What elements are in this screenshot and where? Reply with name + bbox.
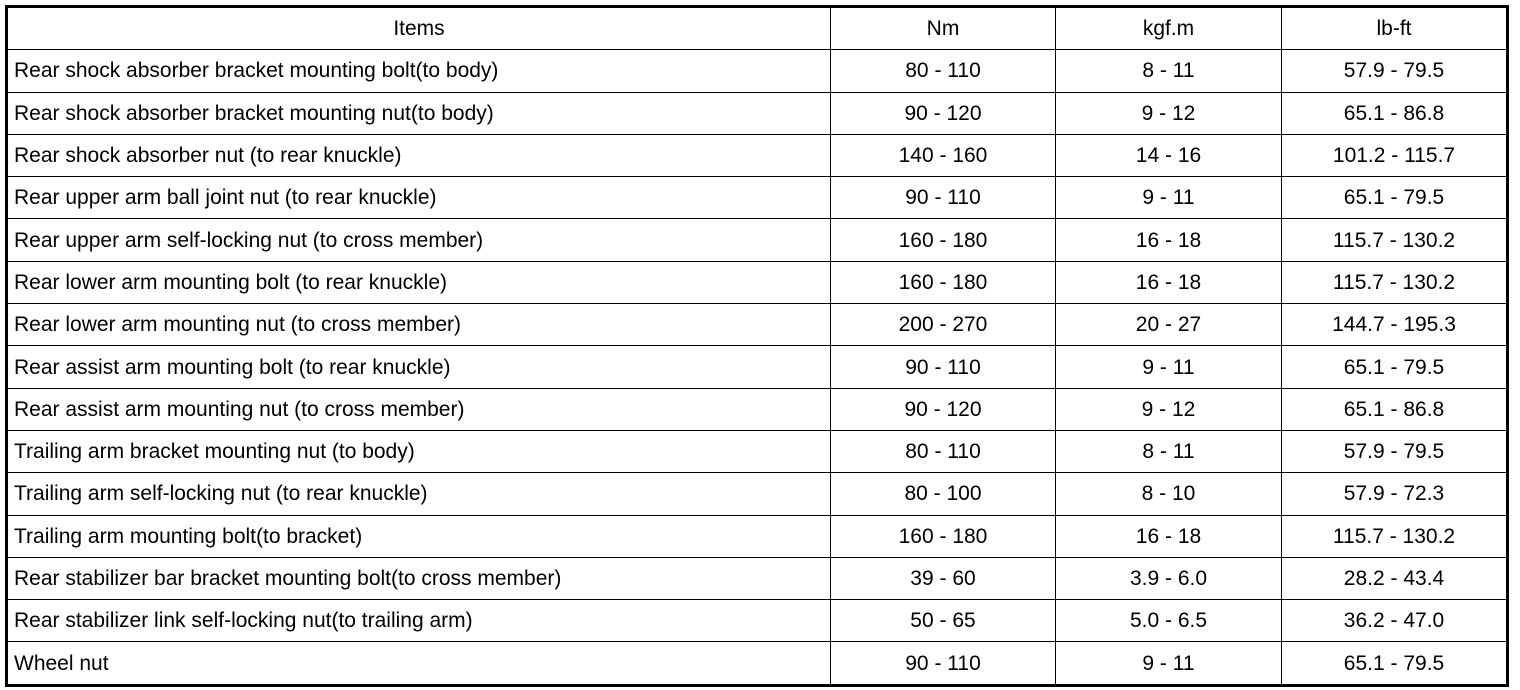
kgf-m-cell: 3.9 - 6.0 [1056,557,1282,599]
lb-ft-cell: 57.9 - 79.5 [1282,50,1508,92]
kgf-m-cell: 9 - 11 [1056,346,1282,388]
nm-cell: 80 - 110 [831,430,1056,472]
nm-cell: 200 - 270 [831,304,1056,346]
nm-cell: 160 - 180 [831,515,1056,557]
nm-cell: 90 - 110 [831,642,1056,685]
lb-ft-cell: 65.1 - 86.8 [1282,92,1508,134]
nm-cell: 39 - 60 [831,557,1056,599]
table-row [7,134,1508,176]
kgf-m-cell: 16 - 18 [1056,515,1282,557]
table-row [7,50,1508,92]
lb-ft-cell: 115.7 - 130.2 [1282,515,1508,557]
table-row [7,177,1508,219]
nm-cell: 90 - 120 [831,388,1056,430]
item-cell: Rear shock absorber nut (to rear knuckle) [7,134,831,176]
nm-cell: 50 - 65 [831,600,1056,642]
item-cell: Rear lower arm mounting bolt (to rear knuckle) [7,261,831,303]
header-nm: Nm [831,7,1056,50]
lb-ft-cell: 101.2 - 115.7 [1282,134,1508,176]
item-cell: Rear upper arm ball joint nut (to rear knuckle) [7,177,831,219]
table-row [7,430,1508,472]
kgf-m-cell: 14 - 16 [1056,134,1282,176]
kgf-m-cell: 8 - 11 [1056,430,1282,472]
nm-cell: 160 - 180 [831,261,1056,303]
kgf-m-cell: 9 - 12 [1056,92,1282,134]
lb-ft-cell: 65.1 - 79.5 [1282,177,1508,219]
item-cell: Rear shock absorber bracket mounting bolt(to body) [7,50,831,92]
kgf-m-cell: 16 - 18 [1056,219,1282,261]
table-row [7,92,1508,134]
table-row [7,388,1508,430]
table-row [7,346,1508,388]
lb-ft-cell: 144.7 - 195.3 [1282,304,1508,346]
lb-ft-cell: 57.9 - 79.5 [1282,430,1508,472]
item-cell: Rear assist arm mounting bolt (to rear knuckle) [7,346,831,388]
nm-cell: 80 - 110 [831,50,1056,92]
table-row [7,304,1508,346]
kgf-m-cell: 8 - 10 [1056,473,1282,515]
lb-ft-cell: 28.2 - 43.4 [1282,557,1508,599]
nm-cell: 140 - 160 [831,134,1056,176]
torque-spec-table [5,5,1509,687]
kgf-m-cell: 5.0 - 6.5 [1056,600,1282,642]
lb-ft-cell: 36.2 - 47.0 [1282,600,1508,642]
item-cell: Rear stabilizer bar bracket mounting bolt(to cross member) [7,557,831,599]
header-lb-ft: lb-ft [1282,7,1508,50]
item-cell: Rear upper arm self-locking nut (to cross member) [7,219,831,261]
kgf-m-cell: 9 - 11 [1056,642,1282,685]
lb-ft-cell: 65.1 - 86.8 [1282,388,1508,430]
table-row [7,219,1508,261]
table-row [7,642,1508,685]
lb-ft-cell: 57.9 - 72.3 [1282,473,1508,515]
table-row [7,600,1508,642]
item-cell: Rear lower arm mounting nut (to cross member) [7,304,831,346]
item-cell: Rear assist arm mounting nut (to cross member) [7,388,831,430]
kgf-m-cell: 16 - 18 [1056,261,1282,303]
table-row [7,473,1508,515]
lb-ft-cell: 115.7 - 130.2 [1282,219,1508,261]
lb-ft-cell: 65.1 - 79.5 [1282,642,1508,685]
kgf-m-cell: 20 - 27 [1056,304,1282,346]
table-row [7,557,1508,599]
item-cell: Trailing arm bracket mounting nut (to body) [7,430,831,472]
nm-cell: 80 - 100 [831,473,1056,515]
item-cell: Rear stabilizer link self-locking nut(to trailing arm) [7,600,831,642]
item-cell: Rear shock absorber bracket mounting nut(to body) [7,92,831,134]
kgf-m-cell: 8 - 11 [1056,50,1282,92]
nm-cell: 90 - 110 [831,177,1056,219]
header-items: Items [7,7,831,50]
header-kgf-m: kgf.m [1056,7,1282,50]
item-cell: Trailing arm mounting bolt(to bracket) [7,515,831,557]
table-row [7,515,1508,557]
nm-cell: 160 - 180 [831,219,1056,261]
header-row [7,7,1508,50]
item-cell: Wheel nut [7,642,831,685]
nm-cell: 90 - 110 [831,346,1056,388]
kgf-m-cell: 9 - 11 [1056,177,1282,219]
table-row [7,261,1508,303]
nm-cell: 90 - 120 [831,92,1056,134]
item-cell: Trailing arm self-locking nut (to rear knuckle) [7,473,831,515]
kgf-m-cell: 9 - 12 [1056,388,1282,430]
lb-ft-cell: 115.7 - 130.2 [1282,261,1508,303]
torque-spec-container [5,5,1506,687]
lb-ft-cell: 65.1 - 79.5 [1282,346,1508,388]
